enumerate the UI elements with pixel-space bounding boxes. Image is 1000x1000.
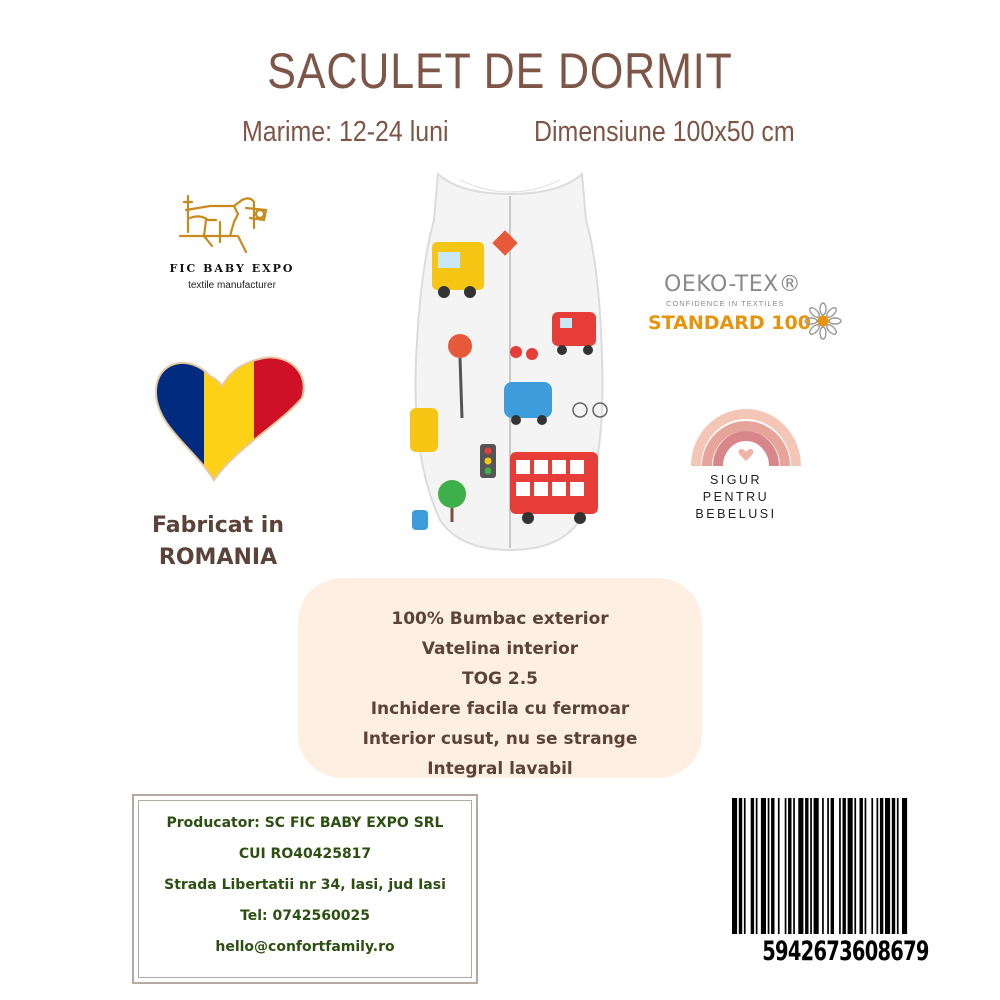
barcode-bar bbox=[771, 798, 774, 934]
producer-email: hello@confortfamily.ro bbox=[215, 939, 395, 955]
barcode-bar bbox=[854, 798, 856, 934]
made-line-2: ROMANIA bbox=[158, 545, 278, 570]
barcode bbox=[732, 798, 948, 934]
brand-tagline: textile manufacturer bbox=[188, 280, 276, 291]
oeko-tex-label: OEKO-TEX® bbox=[664, 272, 802, 297]
barcode-bar bbox=[831, 798, 834, 934]
feature-item: Interior cusut, nu se strange bbox=[362, 729, 638, 749]
barcode-bar bbox=[732, 798, 737, 934]
barcode-bar bbox=[843, 798, 846, 934]
barcode-bar bbox=[827, 798, 829, 934]
rainbow-heart-icon bbox=[690, 404, 802, 468]
safe-line-1: SIGUR bbox=[709, 473, 763, 487]
barcode-bar bbox=[902, 798, 907, 934]
barcode-bar bbox=[880, 798, 883, 934]
barcode-bar bbox=[860, 798, 863, 934]
barcode-bar bbox=[798, 798, 803, 934]
dimensions-label: Dimensiune 100x50 cm bbox=[534, 116, 795, 148]
barcode-bar bbox=[897, 798, 899, 934]
barcode-bar bbox=[871, 798, 873, 934]
barcode-bar bbox=[788, 798, 791, 934]
sewing-machine-icon bbox=[176, 192, 276, 254]
barcode-bar bbox=[822, 798, 824, 934]
barcode-bar bbox=[848, 798, 853, 934]
oeko-tex-tagline: CONFIDENCE IN TEXTILES bbox=[666, 299, 785, 308]
sleeping-bag-image bbox=[400, 160, 620, 552]
barcode-bar bbox=[739, 798, 742, 934]
barcode-bar bbox=[793, 798, 795, 934]
feature-item: 100% Bumbac exterior bbox=[391, 609, 609, 629]
feature-item: TOG 2.5 bbox=[461, 669, 539, 689]
oeko-tex-standard: STANDARD 100 bbox=[648, 312, 811, 334]
producer-cui: CUI RO40425817 bbox=[238, 846, 372, 862]
producer-name: Producator: SC FIC BABY EXPO SRL bbox=[166, 815, 444, 831]
barcode-bar bbox=[810, 798, 812, 934]
barcode-bar bbox=[744, 798, 746, 934]
features-panel bbox=[298, 578, 702, 778]
page-title: SACULET DE DORMIT bbox=[267, 43, 733, 99]
barcode-number: 5942673608679 bbox=[762, 936, 929, 967]
brand-name: FIC BABY EXPO bbox=[169, 262, 295, 275]
barcode-bar bbox=[768, 798, 770, 934]
safe-for-babies bbox=[676, 472, 796, 523]
feature-item: Vatelina interior bbox=[421, 639, 579, 659]
safe-line-2: PENTRU bbox=[702, 490, 770, 504]
barcode-bar bbox=[761, 798, 766, 934]
producer-box bbox=[132, 794, 478, 984]
barcode-bar bbox=[892, 798, 895, 934]
barcode-bar bbox=[805, 798, 808, 934]
size-label: Marime: 12-24 luni bbox=[242, 116, 449, 148]
barcode-bar bbox=[839, 798, 841, 934]
producer-phone: Tel: 0742560025 bbox=[240, 908, 370, 924]
barcode-bar bbox=[885, 798, 890, 934]
made-line-1: Fabricat in bbox=[152, 513, 284, 538]
barcode-bar bbox=[865, 798, 867, 934]
barcode-bar bbox=[751, 798, 754, 934]
barcode-bar bbox=[778, 798, 780, 934]
barcode-bar bbox=[877, 798, 879, 934]
barcode-bar bbox=[814, 798, 819, 934]
producer-address: Strada Libertatii nr 34, Iasi, jud Iasi bbox=[164, 877, 446, 893]
romania-heart-icon bbox=[150, 352, 312, 488]
oeko-flower-icon bbox=[804, 302, 842, 340]
barcode-bar bbox=[785, 798, 787, 934]
feature-item: Inchidere facila cu fermoar bbox=[370, 699, 630, 719]
barcode-bar bbox=[756, 798, 758, 934]
made-in-romania bbox=[138, 510, 298, 574]
safe-line-3: BEBELUSI bbox=[695, 507, 777, 521]
feature-item: Integral lavabil bbox=[427, 759, 573, 779]
